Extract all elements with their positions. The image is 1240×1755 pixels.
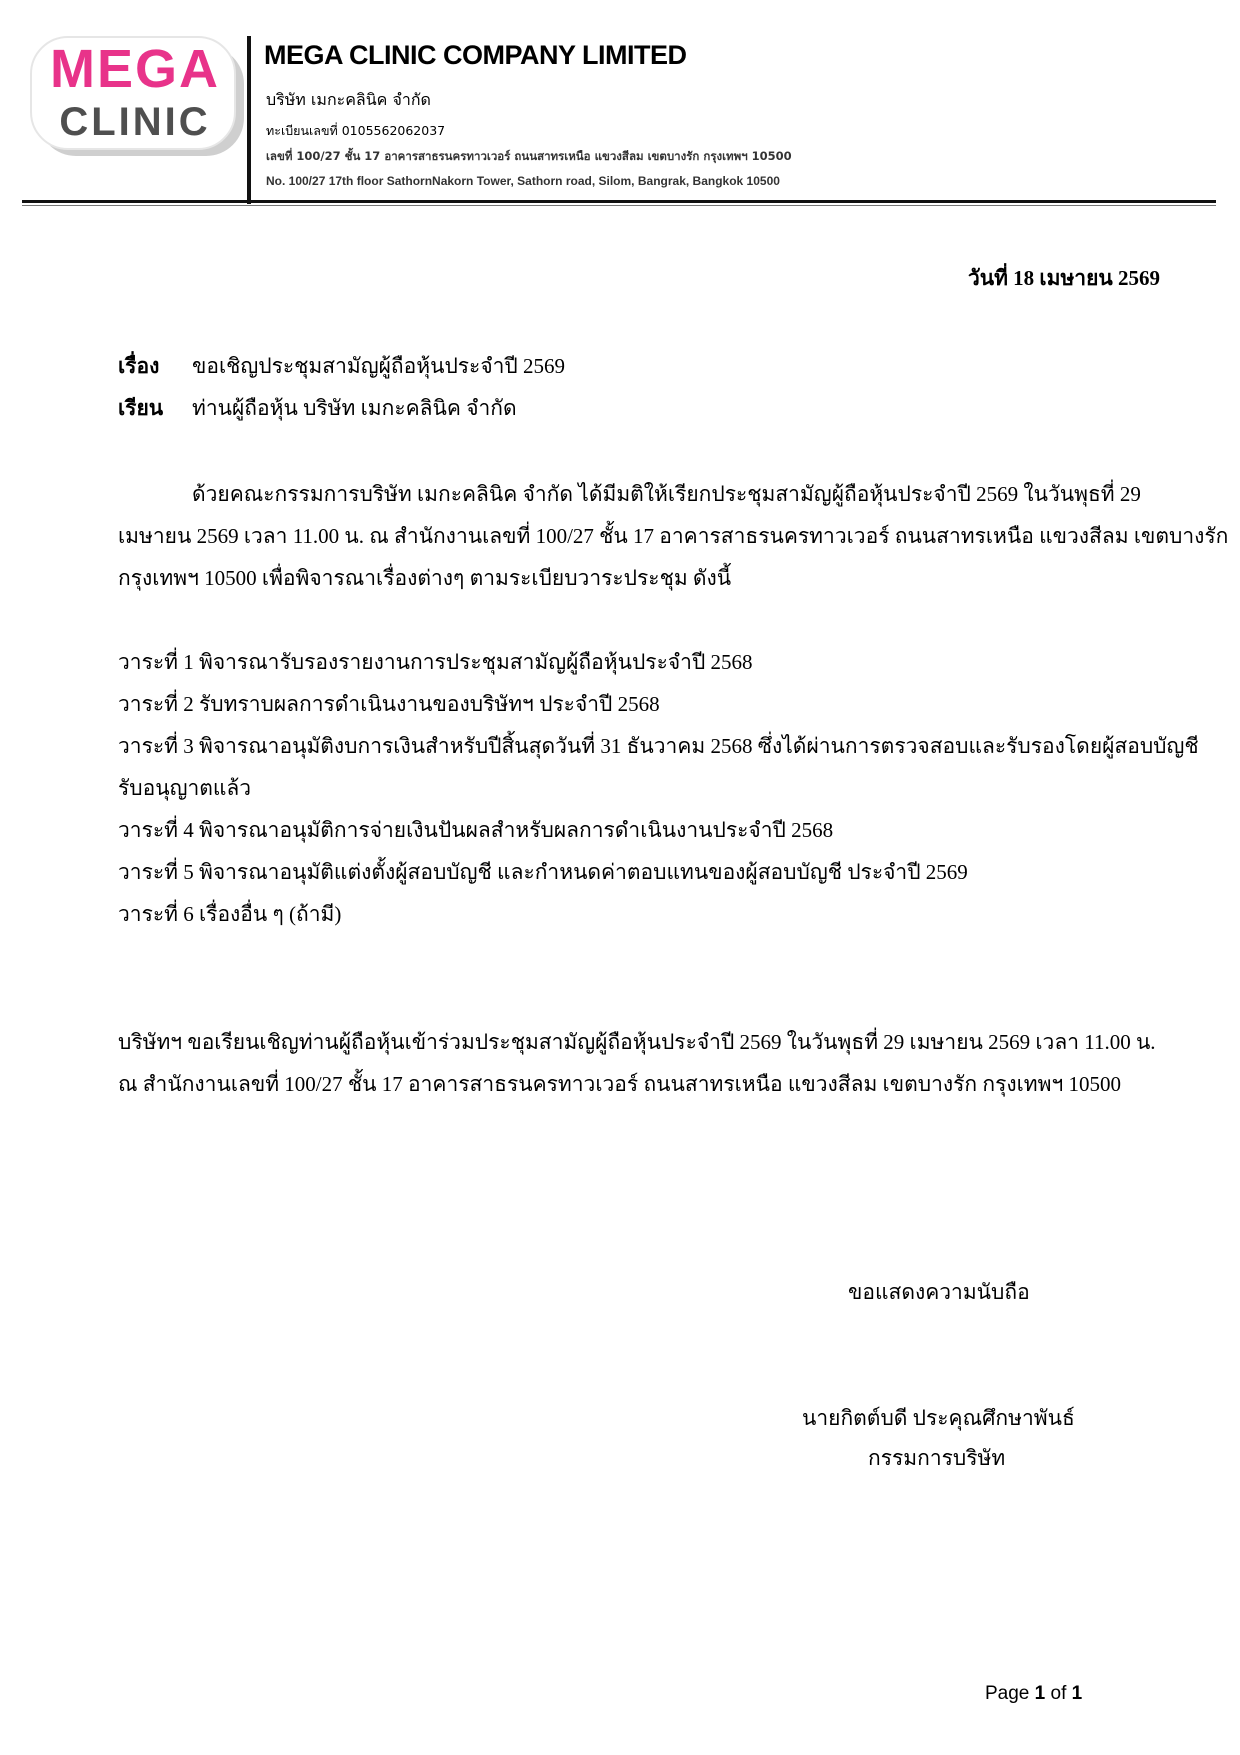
signer-title: กรรมการบริษัท: [868, 1446, 1006, 1470]
agenda-item-2: วาระที่ 2 รับทราบผลการดำเนินงานของบริษัทฯ ประจำปี 2568: [118, 692, 660, 716]
invitation-line: ณ สำนักงานเลขที่ 100/27 ชั้น 17 อาคารสาธรนครทาวเวอร์ ถนนสาทรเหนือ แขวงสีลม เขตบางรัก กรุงเทพฯ 10500: [118, 1072, 1122, 1096]
intro-line: เมษายน 2569 เวลา 11.00 น. ณ สำนักงานเลขที่ 100/27 ชั้น 17 อาคารสาธรนครทาวเวอร์ ถนนสาทรเหนือ แขวงสีลม เขตบางรัก: [118, 524, 1229, 548]
header-divider-thin: [22, 205, 1216, 206]
page-current: 1: [1034, 1683, 1046, 1704]
letterhead: [0, 0, 1240, 210]
page-word: Page: [985, 1683, 1030, 1704]
logo-text-clinic: CLINIC: [59, 100, 211, 144]
closing: ขอแสดงความนับถือ: [848, 1280, 1030, 1304]
page-number: [985, 1683, 1082, 1705]
company-address-en: No. 100/27 17th floor SathornNakorn Tower, Sathorn road, Silom, Bangrak, Bangkok 10500: [266, 174, 780, 188]
company-name-th: บริษัท เมกะคลินิค จำกัด: [266, 90, 431, 109]
registration-number: ทะเบียนเลขที่ 0105562062037: [266, 123, 446, 138]
intro-line: ด้วยคณะกรรมการบริษัท เมกะคลินิค จำกัด ได้มีมติให้เรียกประชุมสามัญผู้ถือหุ้นประจำปี 2569 ในวันพุธที่ 29: [192, 482, 1141, 506]
invitation-line: บริษัทฯ ขอเรียนเชิญท่านผู้ถือหุ้นเข้าร่วมประชุมสามัญผู้ถือหุ้นประจำปี 2569 ในวันพุธที่ 29 เมษายน 2569 เวลา 11.00 น.: [118, 1030, 1156, 1054]
letter-date: วันที่ 18 เมษายน 2569: [967, 266, 1160, 290]
agenda-item-6: วาระที่ 6 เรื่องอื่น ๆ (ถ้ามี): [118, 902, 342, 926]
signer-name: นายกิตต์บดี ประคุณศึกษาพันธ์: [802, 1406, 1075, 1430]
intro-line: กรุงเทพฯ 10500 เพื่อพิจารณาเรื่องต่างๆ ตามระเบียบวาระประชุม ดังนี้: [118, 566, 732, 590]
subject-label: เรื่อง: [118, 354, 160, 378]
subject-text: ขอเชิญประชุมสามัญผู้ถือหุ้นประจำปี 2569: [192, 354, 566, 378]
page-total: 1: [1071, 1683, 1083, 1704]
agenda-item-3-cont: รับอนุญาตแล้ว: [118, 776, 252, 800]
recipient-label: เรียน: [118, 396, 164, 420]
logo-text-mega: MEGA: [50, 39, 220, 99]
page-of: of: [1050, 1683, 1067, 1704]
company-address-th: เลขที่ 100/27 ชั้น 17 อาคารสาธรนครทาวเวอร์ ถนนสาทรเหนือ แขวงสีลม เขตบางรัก กรุงเทพฯ 10500: [266, 149, 792, 163]
agenda-item-5: วาระที่ 5 พิจารณาอนุมัติแต่งตั้งผู้สอบบัญชี และกำหนดค่าตอบแทนของผู้สอบบัญชี ประจำปี 2569: [118, 860, 968, 884]
agenda-item-4: วาระที่ 4 พิจารณาอนุมัติการจ่ายเงินปันผลสำหรับผลการดำเนินงานประจำปี 2568: [118, 818, 834, 842]
agenda-item-3: วาระที่ 3 พิจารณาอนุมัติงบการเงินสำหรับปีสิ้นสุดวันที่ 31 ธันวาคม 2568 ซึ่งได้ผ่านการตรวจสอบและรับรองโดยผู้สอบบัญชี: [118, 734, 1199, 758]
header-divider: [22, 200, 1216, 203]
agenda-item-1: วาระที่ 1 พิจารณารับรองรายงานการประชุมสามัญผู้ถือหุ้นประจำปี 2568: [118, 650, 753, 674]
header-vertical-divider: [247, 36, 251, 204]
company-name-en: MEGA CLINIC COMPANY LIMITED: [264, 40, 687, 70]
recipient-text: ท่านผู้ถือหุ้น บริษัท เมกะคลินิค จำกัด: [192, 396, 517, 420]
company-logo: [30, 36, 244, 160]
